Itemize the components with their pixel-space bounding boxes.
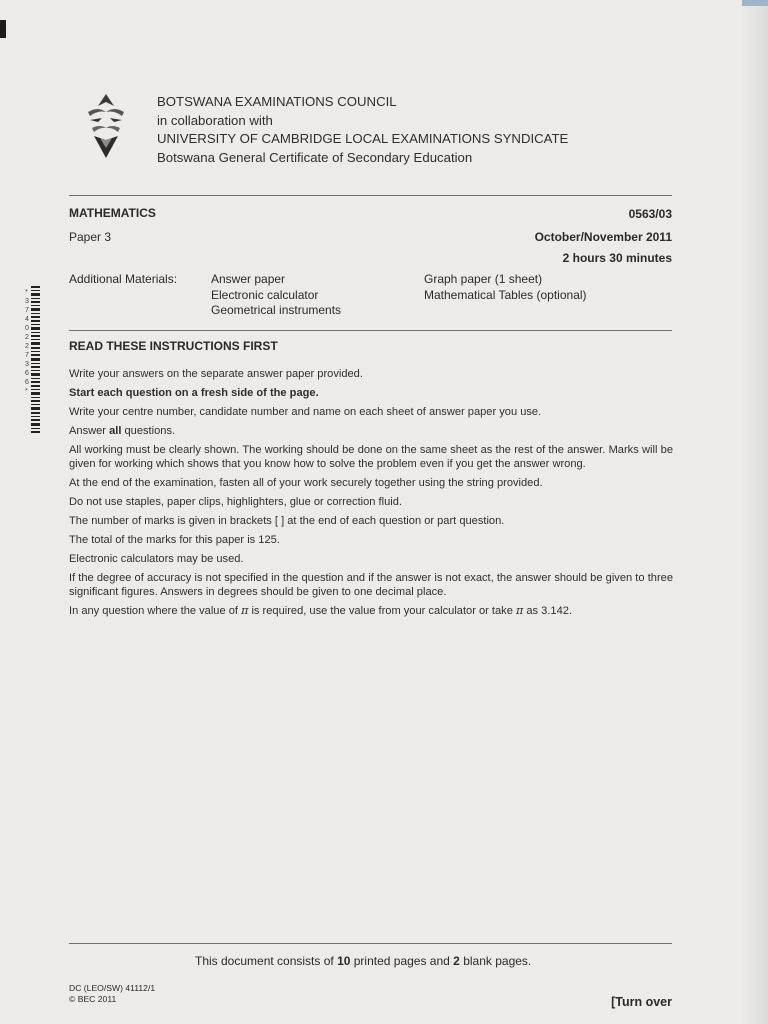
material-item: Mathematical Tables (optional) <box>424 287 587 302</box>
barcode-digits: *3740227366* <box>25 289 29 395</box>
instruction-item: Do not use staples, paper clips, highlighters, glue or correction fluid. <box>69 495 402 508</box>
page-count-notice: This document consists of 10 printed pages and 2 blank pages. <box>195 954 532 968</box>
header-rule <box>69 195 672 196</box>
document-reference <box>69 983 155 1004</box>
instruction-item: Electronic calculators may be used. <box>69 552 244 565</box>
exam-duration: 2 hours 30 minutes <box>562 251 672 265</box>
instructions-heading: READ THESE INSTRUCTIONS FIRST <box>69 339 278 353</box>
instruction-item: The number of marks is given in brackets [ ] at the end of each question or part question. <box>69 514 505 527</box>
instructions-list <box>69 367 673 623</box>
copyright-notice: © BEC 2011 <box>69 993 117 1004</box>
instruction-item: At the end of the examination, fasten all of your work securely together using the string provided. <box>69 477 543 490</box>
collaboration-line: in collaboration with <box>157 112 273 128</box>
footer-rule <box>69 943 672 944</box>
exam-session: October/November 2011 <box>534 230 672 244</box>
instruction-item: All working must be clearly shown. The working should be done on the same sheet as the rest of the answer. Marks will be given for working which shows that you know how to solve the problem even if you get the answer wrong. <box>69 443 673 471</box>
paper-number: Paper 3 <box>69 230 112 244</box>
page-edge-shadow <box>740 0 768 1024</box>
material-item: Answer paper <box>211 272 286 286</box>
bec-logo-icon <box>84 92 128 162</box>
materials-rule <box>69 330 672 331</box>
subject-title: MATHEMATICS <box>69 206 156 220</box>
material-item: Graph paper (1 sheet) <box>424 272 543 286</box>
scan-corner-mark <box>0 20 6 38</box>
paper-code: 0563/03 <box>628 207 672 221</box>
instruction-item: Start each question on a fresh side of the page. <box>69 386 319 399</box>
material-item: Electronic calculator <box>211 287 319 302</box>
scan-edge-mark <box>742 0 768 6</box>
certificate-name: Botswana General Certificate of Secondary Education <box>157 149 473 165</box>
materials-list-left <box>211 272 341 319</box>
instruction-item: Answer all questions. <box>69 424 176 437</box>
instruction-item: Write your centre number, candidate number and name on each sheet of answer paper you use. <box>69 405 542 418</box>
council-name: BOTSWANA EXAMINATIONS COUNCIL <box>157 94 397 109</box>
reference-code: DC (LEO/SW) 41112/1 <box>69 983 156 993</box>
instruction-item: If the degree of accuracy is not specified in the question and if the answer is not exact, the answer should be given to three significant figures. Answers in degrees should be given to one decimal place. <box>69 571 673 599</box>
instruction-item: In any question where the value of π is required, use the value from your calculator or take π as 3.142. <box>69 603 573 617</box>
instruction-item: Write your answers on the separate answer paper provided. <box>69 368 363 380</box>
header-block <box>157 93 568 167</box>
instruction-item: The total of the marks for this paper is 125. <box>69 533 280 546</box>
turn-over-label: [Turn over <box>611 995 672 1009</box>
materials-list-right <box>424 272 587 303</box>
materials-label: Additional Materials: <box>69 272 178 286</box>
syndicate-name: UNIVERSITY OF CAMBRIDGE LOCAL EXAMINATIONS SYNDICATE <box>157 131 569 146</box>
material-item: Geometrical instruments <box>211 303 342 317</box>
